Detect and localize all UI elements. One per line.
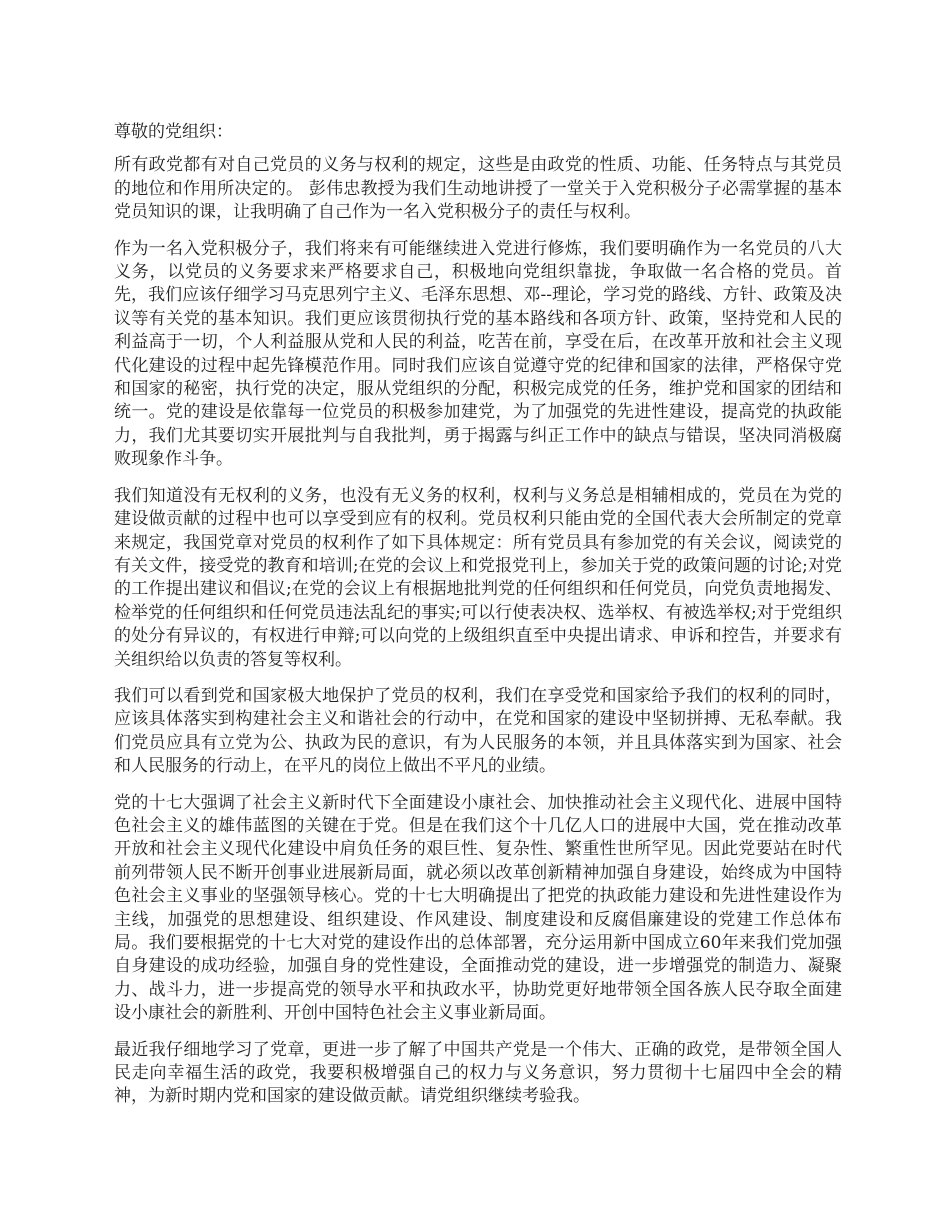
paragraph-6: 最近我仔细地学习了党章，更进一步了解了中国共产党是一个伟大、正确的政党，是带领全国人民走向幸福生活的政党，我要积极增强自己的权力与义务意识，努力贯彻十七届四中全会的精神，为新时期内党和国家的建设做贡献。请党组织继续考验我。 bbox=[114, 1039, 842, 1107]
paragraph-3: 我们知道没有无权利的义务，也没有无义务的权利，权利与义务总是相辅相成的，党员在为党的建设做贡献的过程中也可以享受到应有的权利。党员权利只能由党的全国代表大会所制定的党章来规定，我国党章对党员的权利作了如下具体规定：所有党员具有参加党的有关会议，阅读党的有关文件，接受党的教育和培训;在党的会议上和党报党刊上，参加关于党的政策问题的讨论;对党的工作提出建议和倡议;在党的会议上有根据地批判党的任何组织和任何党员，向党负责地揭发、检举党的任何组织和任何党员违法乱纪的事实;可以行使表决权、选举权、有被选举权;对于党组织的处分有异议的，有权进行申辩;可以向党的上级组织直至中央提出请求、申诉和控告，并要求有关组织给以负责的答复等权利。 bbox=[114, 485, 843, 670]
salutation: 尊敬的党组织： bbox=[114, 122, 233, 142]
paragraph-5: 党的十七大强调了社会主义新时代下全面建设小康社会、加快推动社会主义现代化、进展中国特色社会主义的雄伟蓝图的关键在于党。但是在我们这个十几亿人口的进展中大国，党在推动改革开放和社会主义现代化建设中肩负任务的艰巨性、复杂性、繁重性世所罕见。因此党要站在时代前列带领人民不断开创事业进展新局面，就必须以改革创新精神加强自身建设，始终成为中国特色社会主义事业的坚强领导核心。党的十七大明确提出了把党的执政能力建设和先进性建设作为主线，加强党的思想建设、组织建设、作风建设、制度建设和反腐倡廉建设的党建工作总体布局。我们要根据党的十七大对党的建设作出的总体部署，充分运用新中国成立60年来我们党加强自身建设的成功经验，加强自身的党性建设，全面推动党的建设，进一步增强党的制造力、凝聚力、战斗力，进一步提高党的领导水平和执政水平，协助党更好地带领全国各族人民夺取全面建设小康社会的新胜利、开创中国特色社会主义事业新局面。 bbox=[114, 792, 842, 1024]
document-body bbox=[114, 121, 842, 1122]
paragraph-2: 作为一名入党积极分子，我们将来有可能继续进入党进行修炼，我们要明确作为一名党员的八大义务，以党员的义务要求来严格要求自己，积极地向党组织靠拢，争取做一名合格的党员。首先，我们应该仔细学习马克思列宁主义、毛泽东思想、邓--理论，学习党的路线、方针、政策及决议等有关党的基本知识。我们更应该贯彻执行党的基本路线和各项方针、政策，坚持党和人民的利益高于一切，个人利益服从党和人民的利益，吃苦在前，享受在后，在改革开放和社会主义现代化建设的过程中起先锋模范作用。同时我们应该自觉遵守党的纪律和国家的法律，严格保守党和国家的秘密，执行党的决定，服从党组织的分配，积极完成党的任务，维护党和国家的团结和统一。党的建设是依靠每一位党员的积极参加建党，为了加强党的先进性建设，提高党的执政能力，我们尤其要切实开展批判与自我批判，勇于揭露与纠正工作中的缺点与错误，坚决同消极腐败现象作斗争。 bbox=[114, 238, 842, 470]
paragraph-1: 所有政党都有对自己党员的义务与权利的规定，这些是由政党的性质、功能、任务特点与其党员的地位和作用所决定的。 彭伟忠教授为我们生动地讲授了一堂关于入党积极分子必需掌握的基本党员知识的课，让我明确了自己作为一名入党积极分子的责任与权利。 bbox=[114, 155, 842, 223]
paragraph-4: 我们可以看到党和国家极大地保护了党员的权利，我们在享受党和国家给予我们的权利的同时，应该具体落实到构建社会主义和谐社会的行动中，在党和国家的建设中坚韧拼搏、无私奉献。我们党员应具有立党为公、执政为民的意识，有为人民服务的本领，并且具体落实到为国家、社会和人民服务的行动上，在平凡的岗位上做出不平凡的业绩。 bbox=[114, 685, 842, 777]
